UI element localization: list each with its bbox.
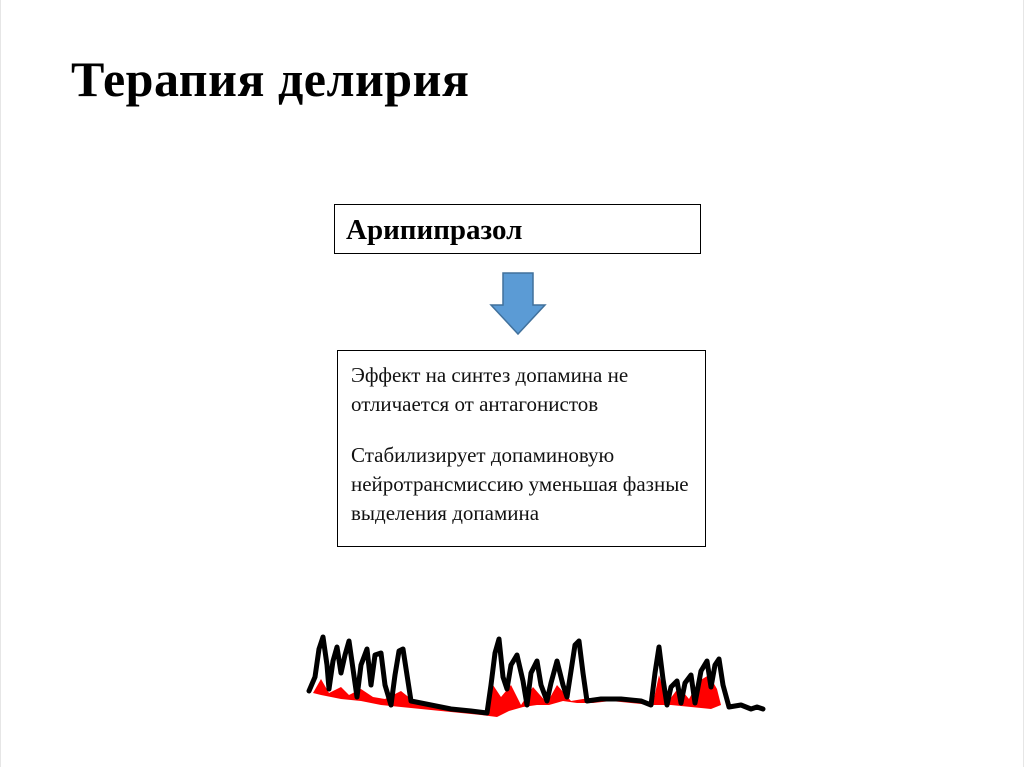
down-arrow-icon [489,272,547,336]
dopamine-signal-trace [301,625,771,725]
down-arrow-shape [491,273,545,334]
slide-title: Терапия делирия [71,51,470,107]
effect-paragraph-1: Эффект на синтез допамина не отличается от антагонистов [351,363,629,416]
effect-paragraph-2: Стабилизирует допаминовую нейротрансмиссию уменьшая фазные выделения допамина [351,443,689,525]
effect-box [337,350,706,547]
drug-box [334,204,701,254]
drug-label: Арипипразол [346,214,523,246]
signal-fill-left [313,675,721,717]
